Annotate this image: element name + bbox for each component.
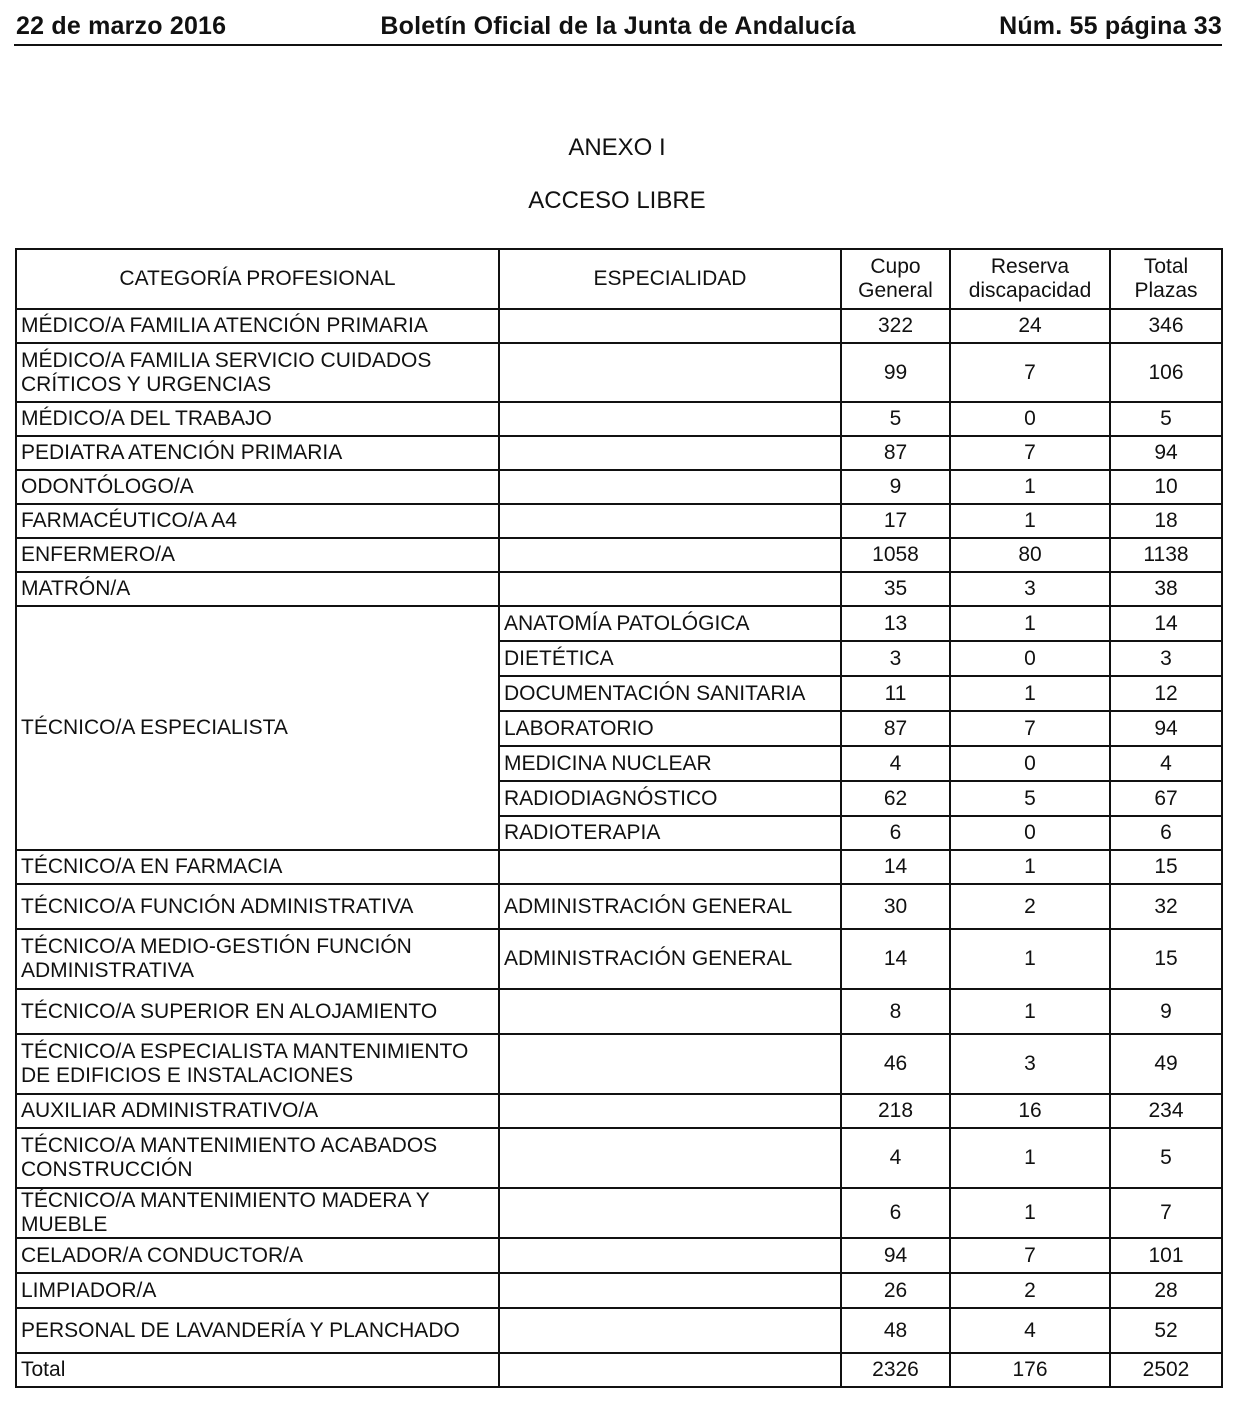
table-row: [16, 572, 1222, 606]
header-reserva-discapacidad: Reserva discapacidad: [950, 249, 1110, 309]
categoria-cell: LIMPIADOR/A: [16, 1273, 499, 1308]
table-row: [16, 1238, 1222, 1273]
table-row: [16, 504, 1222, 538]
cupo-cell: 6: [841, 816, 950, 850]
reserva-cell: 1: [950, 504, 1110, 538]
especialidad-cell: [499, 1128, 841, 1188]
cupo-cell: 11: [841, 676, 950, 711]
table-row: [16, 538, 1222, 572]
table-row: [16, 929, 1222, 989]
especialidad-cell: [499, 989, 841, 1034]
header-page-number: Núm. 55 página 33: [999, 12, 1222, 40]
reserva-cell: 0: [950, 402, 1110, 436]
total-cell: 234: [1110, 1094, 1222, 1128]
table-row: [16, 850, 1222, 884]
total-cell: 4: [1110, 746, 1222, 781]
especialidad-cell: [499, 470, 841, 504]
cupo-cell: 4: [841, 1128, 950, 1188]
especialidad-cell: [499, 436, 841, 470]
categoria-cell: MÉDICO/A FAMILIA ATENCIÓN PRIMARIA: [16, 309, 499, 343]
annex-title: ANEXO I: [568, 134, 666, 161]
especialidad-cell: MEDICINA NUCLEAR: [499, 746, 841, 781]
especialidad-cell: [499, 504, 841, 538]
cupo-cell: 26: [841, 1273, 950, 1308]
total-cell: 7: [1110, 1188, 1222, 1238]
total-cell: 15: [1110, 929, 1222, 989]
cupo-total-cell: 2326: [841, 1353, 950, 1387]
especialidad-cell: [499, 1273, 841, 1308]
categoria-cell: MÉDICO/A DEL TRABAJO: [16, 402, 499, 436]
reserva-cell: 2: [950, 884, 1110, 929]
categoria-cell: TÉCNICO/A MANTENIMIENTO ACABADOS CONSTRUCCIÓN: [16, 1128, 499, 1188]
table-row: [16, 402, 1222, 436]
reserva-cell: 2: [950, 1273, 1110, 1308]
header-date: 22 de marzo 2016: [16, 12, 227, 40]
table-row: [16, 1273, 1222, 1308]
total-cell: 14: [1110, 606, 1222, 641]
total-label-cell: Total: [16, 1353, 499, 1387]
especialidad-cell: ADMINISTRACIÓN GENERAL: [499, 929, 841, 989]
reserva-cell: 1: [950, 929, 1110, 989]
cupo-cell: 87: [841, 711, 950, 746]
especialidad-cell: RADIOTERAPIA: [499, 816, 841, 850]
especialidad-cell: [499, 1188, 841, 1238]
total-cell: 67: [1110, 781, 1222, 816]
especialidad-cell: RADIODIAGNÓSTICO: [499, 781, 841, 816]
total-cell: 1138: [1110, 538, 1222, 572]
reserva-cell: 3: [950, 1034, 1110, 1094]
cupo-cell: 5: [841, 402, 950, 436]
cupo-cell: 30: [841, 884, 950, 929]
reserva-cell: 7: [950, 343, 1110, 402]
total-cell: 49: [1110, 1034, 1222, 1094]
total-cell: 6: [1110, 816, 1222, 850]
table-row: [16, 1188, 1222, 1238]
reserva-cell: 1: [950, 850, 1110, 884]
cupo-cell: 218: [841, 1094, 950, 1128]
reserva-cell: 4: [950, 1308, 1110, 1353]
cupo-cell: 8: [841, 989, 950, 1034]
header-cupo-general: Cupo General: [841, 249, 950, 309]
total-cell: 101: [1110, 1238, 1222, 1273]
reserva-cell: 7: [950, 1238, 1110, 1273]
reserva-cell: 0: [950, 816, 1110, 850]
reserva-cell: 1: [950, 989, 1110, 1034]
especialidad-cell: DOCUMENTACIÓN SANITARIA: [499, 676, 841, 711]
especialidad-cell: LABORATORIO: [499, 711, 841, 746]
cupo-cell: 99: [841, 343, 950, 402]
reserva-cell: 3: [950, 572, 1110, 606]
especialidad-cell: [499, 538, 841, 572]
plazas-table: [15, 248, 1223, 1388]
header-title: Boletín Oficial de la Junta de Andalucía: [380, 12, 856, 40]
categoria-cell: PEDIATRA ATENCIÓN PRIMARIA: [16, 436, 499, 470]
table-total-row: [16, 1353, 1222, 1387]
table-row: [16, 436, 1222, 470]
table-row: [16, 343, 1222, 402]
reserva-cell: 1: [950, 606, 1110, 641]
categoria-cell: FARMACÉUTICO/A A4: [16, 504, 499, 538]
reserva-cell: 0: [950, 746, 1110, 781]
categoria-cell: MÉDICO/A FAMILIA SERVICIO CUIDADOS CRÍTICOS Y URGENCIAS: [16, 343, 499, 402]
total-cell: 18: [1110, 504, 1222, 538]
especialidad-cell: [499, 343, 841, 402]
categoria-cell: TÉCNICO/A MEDIO-GESTIÓN FUNCIÓN ADMINISTRATIVA: [16, 929, 499, 989]
table-row: [16, 309, 1222, 343]
cupo-cell: 62: [841, 781, 950, 816]
categoria-cell: ODONTÓLOGO/A: [16, 470, 499, 504]
table-row: [16, 606, 1222, 641]
total-cell: 5: [1110, 402, 1222, 436]
cupo-cell: 322: [841, 309, 950, 343]
reserva-cell: 1: [950, 1128, 1110, 1188]
cupo-cell: 46: [841, 1034, 950, 1094]
especialidad-cell: [499, 850, 841, 884]
especialidad-cell: DIETÉTICA: [499, 641, 841, 676]
reserva-cell: 0: [950, 641, 1110, 676]
especialidad-cell: [499, 1094, 841, 1128]
cupo-cell: 87: [841, 436, 950, 470]
categoria-cell: TÉCNICO/A FUNCIÓN ADMINISTRATIVA: [16, 884, 499, 929]
header-categoria: CATEGORÍA PROFESIONAL: [16, 249, 499, 309]
especialidad-cell: [499, 1034, 841, 1094]
total-cell: 9: [1110, 989, 1222, 1034]
especialidad-cell: [499, 1238, 841, 1273]
table-row: [16, 884, 1222, 929]
especialidad-cell: ADMINISTRACIÓN GENERAL: [499, 884, 841, 929]
cupo-cell: 1058: [841, 538, 950, 572]
cupo-cell: 4: [841, 746, 950, 781]
reserva-cell: 7: [950, 711, 1110, 746]
total-cell: 32: [1110, 884, 1222, 929]
total-cell: 3: [1110, 641, 1222, 676]
table-row: [16, 1308, 1222, 1353]
reserva-cell: 7: [950, 436, 1110, 470]
categoria-cell: AUXILIAR ADMINISTRATIVO/A: [16, 1094, 499, 1128]
reserva-cell: 24: [950, 309, 1110, 343]
header-total-plazas: Total Plazas: [1110, 249, 1222, 309]
table-row: [16, 1128, 1222, 1188]
especialidad-cell: [499, 1308, 841, 1353]
total-cell: 38: [1110, 572, 1222, 606]
cupo-cell: 3: [841, 641, 950, 676]
table-header-row: [16, 249, 1222, 309]
cupo-cell: 6: [841, 1188, 950, 1238]
cupo-cell: 9: [841, 470, 950, 504]
total-cell: 10: [1110, 470, 1222, 504]
cupo-cell: 35: [841, 572, 950, 606]
reserva-cell: 1: [950, 1188, 1110, 1238]
table-row: [16, 1094, 1222, 1128]
reserva-cell: 1: [950, 676, 1110, 711]
reserva-cell: 5: [950, 781, 1110, 816]
categoria-cell: TÉCNICO/A ESPECIALISTA: [16, 606, 499, 850]
page-header: [14, 8, 1222, 46]
reserva-cell: 1: [950, 470, 1110, 504]
table-row: [16, 470, 1222, 504]
cupo-cell: 17: [841, 504, 950, 538]
especialidad-cell: [499, 402, 841, 436]
total-cell: 12: [1110, 676, 1222, 711]
categoria-cell: TÉCNICO/A ESPECIALISTA MANTENIMIENTO DE EDIFICIOS E INSTALACIONES: [16, 1034, 499, 1094]
total-cell: 28: [1110, 1273, 1222, 1308]
categoria-cell: TÉCNICO/A SUPERIOR EN ALOJAMIENTO: [16, 989, 499, 1034]
categoria-cell: MATRÓN/A: [16, 572, 499, 606]
table-row: [16, 989, 1222, 1034]
total-cell: 346: [1110, 309, 1222, 343]
categoria-cell: ENFERMERO/A: [16, 538, 499, 572]
categoria-cell: CELADOR/A CONDUCTOR/A: [16, 1238, 499, 1273]
total-cell: 106: [1110, 343, 1222, 402]
reserva-cell: 16: [950, 1094, 1110, 1128]
especialidad-cell: [499, 309, 841, 343]
cupo-cell: 94: [841, 1238, 950, 1273]
total-cell: 15: [1110, 850, 1222, 884]
especialidad-cell: ANATOMÍA PATOLÓGICA: [499, 606, 841, 641]
categoria-cell: TÉCNICO/A MANTENIMIENTO MADERA Y MUEBLE: [16, 1188, 499, 1238]
reserva-total-cell: 176: [950, 1353, 1110, 1387]
annex-subtitle: ACCESO LIBRE: [528, 187, 706, 214]
cupo-cell: 14: [841, 850, 950, 884]
categoria-cell: TÉCNICO/A EN FARMACIA: [16, 850, 499, 884]
total-cell: 94: [1110, 711, 1222, 746]
total-cell: 5: [1110, 1128, 1222, 1188]
plazas-total-cell: 2502: [1110, 1353, 1222, 1387]
header-especialidad: ESPECIALIDAD: [499, 249, 841, 309]
total-cell: 52: [1110, 1308, 1222, 1353]
total-cell: 94: [1110, 436, 1222, 470]
especialidad-cell: [499, 1353, 841, 1387]
categoria-cell: PERSONAL DE LAVANDERÍA Y PLANCHADO: [16, 1308, 499, 1353]
reserva-cell: 80: [950, 538, 1110, 572]
cupo-cell: 13: [841, 606, 950, 641]
especialidad-cell: [499, 572, 841, 606]
cupo-cell: 48: [841, 1308, 950, 1353]
table-row: [16, 1034, 1222, 1094]
cupo-cell: 14: [841, 929, 950, 989]
